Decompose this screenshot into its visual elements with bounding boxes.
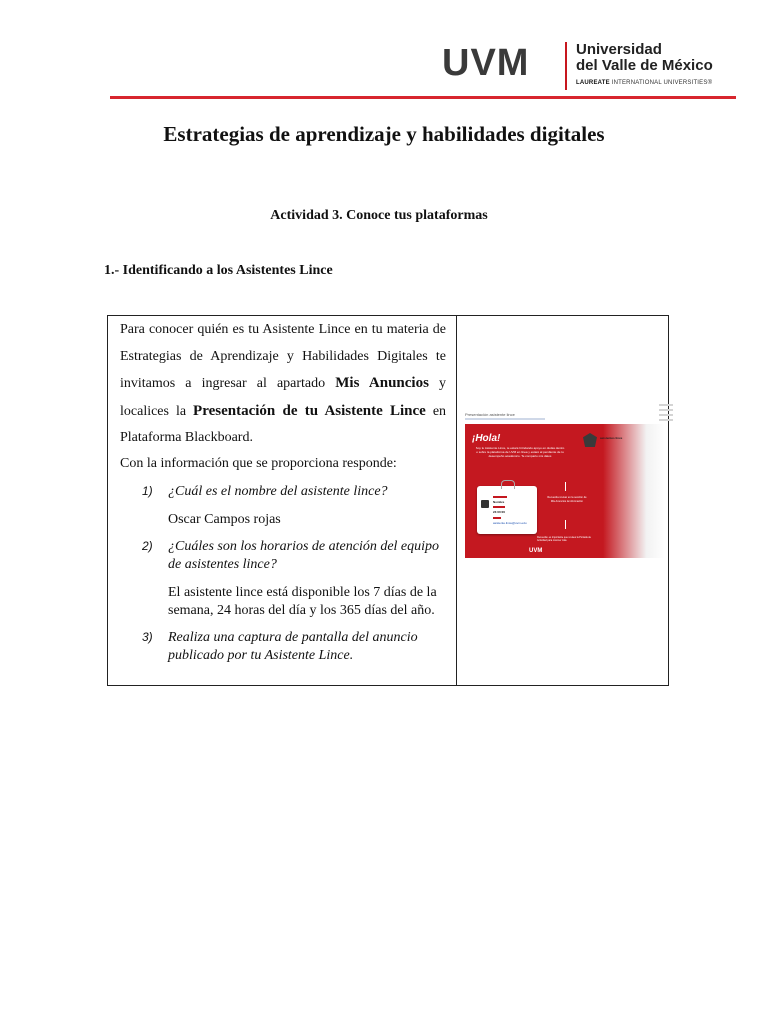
- question-answer: Oscar Campos rojas: [168, 511, 281, 527]
- document-title: Estrategias de aprendizaje y habilidades digitales: [163, 122, 605, 146]
- presentacion-label: Presentación de tu Asistente Lince: [193, 402, 426, 419]
- screenshot-caption: Presentación asistente lince: [465, 412, 515, 417]
- section-heading: 1.- Identificando a los Asistentes Lince: [104, 263, 333, 278]
- logo-separator: [565, 42, 567, 90]
- activity-table: [107, 315, 669, 686]
- laureate-rest: INTERNATIONAL UNIVERSITIES®: [611, 80, 713, 86]
- card-logo-icon: [481, 500, 489, 508]
- card-clip-icon: [501, 480, 515, 489]
- banner-fade: [603, 424, 665, 558]
- card-name: Nombre: [493, 500, 505, 504]
- instructions-prompt: Con la información que se proporciona responde:: [120, 455, 397, 471]
- mis-anuncios-label: Mis Anuncios: [335, 375, 429, 391]
- question-item: [120, 629, 446, 665]
- question-list: [120, 483, 446, 665]
- announcement-screenshot: [465, 412, 673, 562]
- question-text: Realiza una captura de pantalla del anuncio publicado por tu Asistente Lince.: [168, 629, 418, 663]
- page-header: [0, 0, 768, 110]
- question-answer: El asistente lince está disponible los 7 días de la semana, 24 horas del día y los 365 días del año.: [168, 584, 437, 618]
- uvm-logo-mark: UVM: [442, 42, 530, 84]
- instructions-cell: [120, 316, 446, 665]
- banner-reminder: Recuerda: es importante que revises la Portada de Actividad para conocer más.: [537, 536, 591, 543]
- intro-text-3: en Plataforma Blackboard.: [120, 403, 447, 445]
- banner-greeting: ¡Hola!: [472, 433, 501, 444]
- question-text: ¿Cuál es el nombre del asistente lince?: [168, 483, 388, 499]
- question-number: 1): [142, 483, 153, 498]
- card-email: asistente.lince@uvm.edu: [493, 521, 527, 525]
- banner-intro: Soy tu Asistente Lince, te estaré brindando apoyo en dudas dentro o sobre la plataforma de UVM en línea y estaré al pendiente de tu desempeño académico. Te comparto mis datos: [475, 446, 565, 458]
- screenshot-subline: [465, 418, 545, 420]
- question-number: 2): [142, 538, 153, 553]
- question-number: 3): [142, 629, 153, 644]
- banner-note: Recuerda revisar en la sección de Mis Anuncios la información: [547, 496, 587, 503]
- table-column-divider: [456, 316, 457, 685]
- intro-text-2: y localices la: [120, 376, 447, 419]
- card-label-bar: [493, 496, 507, 498]
- banner-footer-logo: UVM: [529, 548, 543, 554]
- question-text: ¿Cuáles son los horarios de atención del equipo de asistentes lince?: [168, 538, 440, 572]
- header-divider: [110, 96, 736, 99]
- card-label-bar: [493, 517, 501, 519]
- assistant-banner: [465, 424, 665, 558]
- laureate-strong: LAUREATE: [576, 80, 610, 86]
- question-item: [120, 483, 446, 529]
- university-name-line1: Universidad: [576, 41, 662, 58]
- activity-heading: Actividad 3. Conoce tus plataformas: [270, 208, 488, 223]
- intro-paragraph: [120, 316, 446, 452]
- lynx-logo-icon: [583, 433, 597, 447]
- assistant-id-card: [477, 486, 537, 534]
- banner-brand: asistentes lince: [600, 436, 623, 440]
- university-name-line2: del Valle de México: [576, 57, 713, 74]
- question-item: [120, 538, 446, 620]
- card-hours: 24:00:00: [493, 510, 506, 514]
- laureate-tagline: [576, 80, 712, 86]
- intro-text-1: Para conocer quién es tu Asistente Lince en tu materia de Estrategias de Aprendizaje y Habilidades Digitales te invitamos a ingresar al apartado: [120, 322, 446, 391]
- arrow-down-icon: [565, 482, 566, 491]
- university-name: [576, 42, 713, 74]
- arrow-up-icon: [565, 520, 566, 529]
- card-label-bar: [493, 506, 505, 508]
